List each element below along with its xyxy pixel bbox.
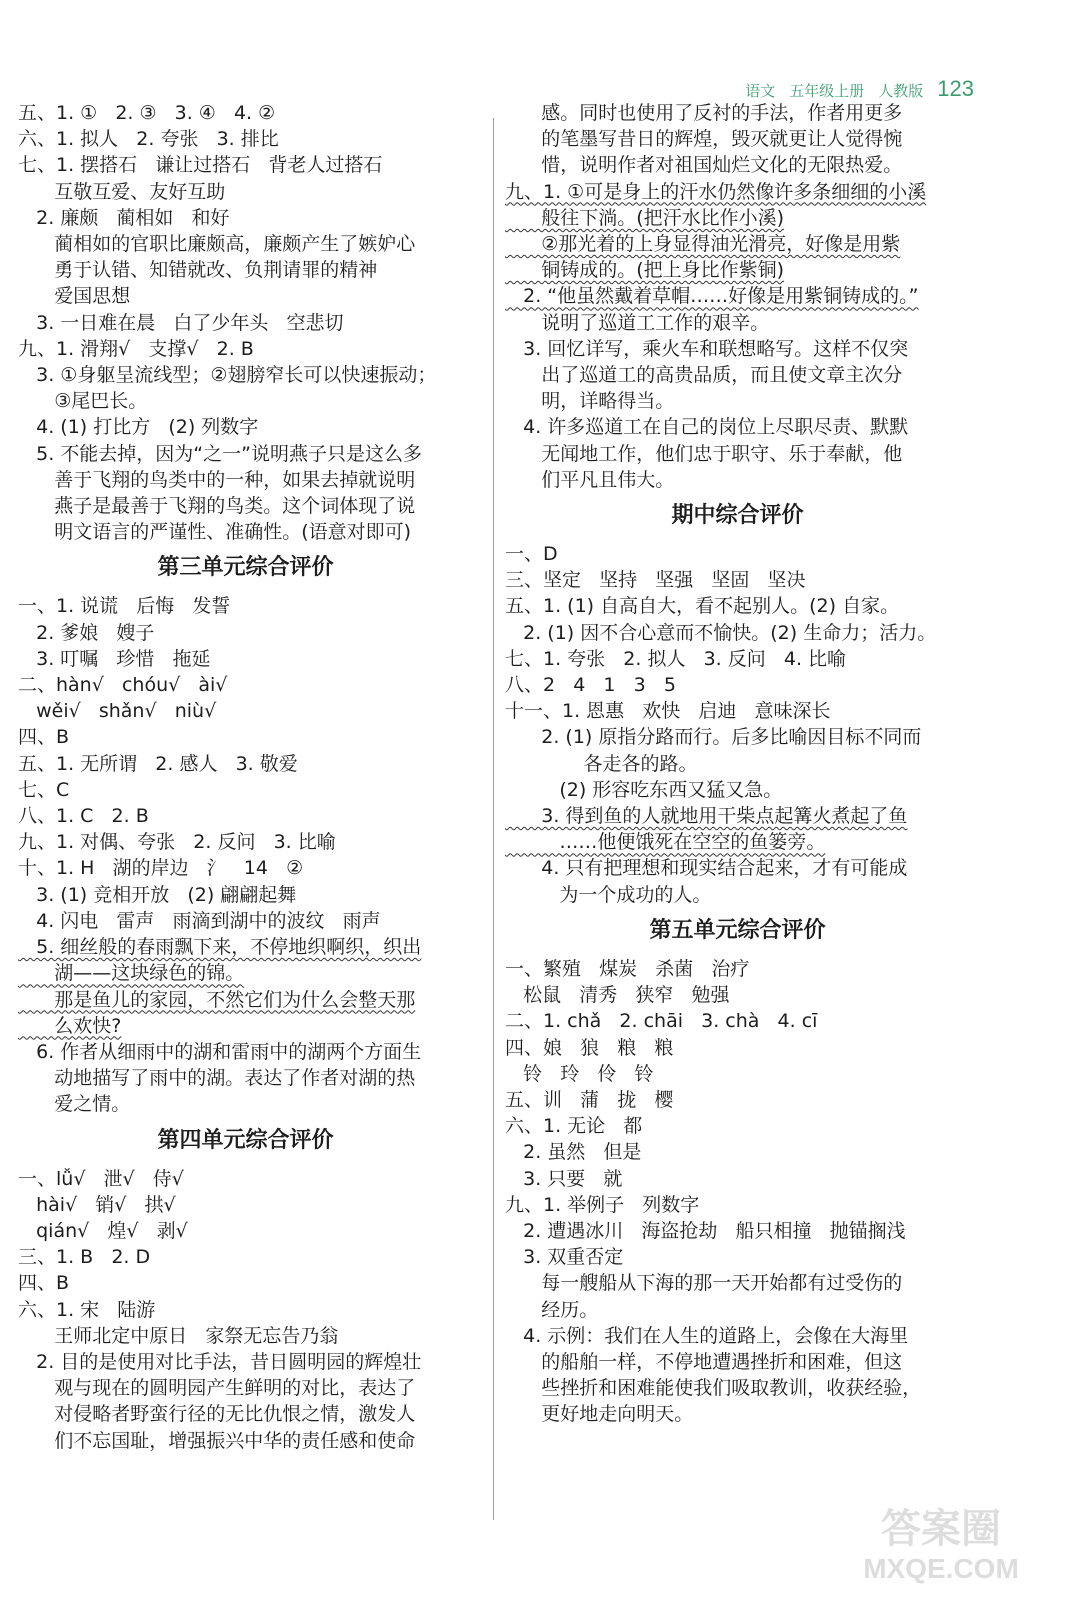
answer-text: 七、1. 夸张 2. 拟人 3. 反问 4. 比喻 <box>505 647 847 670</box>
answer-line <box>505 672 970 698</box>
answer-line <box>505 1218 970 1244</box>
answer-text: 九、1. 对偶、夸张 2. 反问 3. 比喻 <box>18 831 336 854</box>
answer-text: 那是鱼儿的家园，不然它们为什么会整天那 <box>18 988 416 1011</box>
answer-text: 3. 得到鱼的人就地用干柴点起篝火煮起了鱼 <box>505 805 908 828</box>
answer-line <box>18 100 473 126</box>
answer-text: 二、1. chǎ 2. chāi 3. chà 4. cī <box>505 1010 818 1033</box>
answer-text: (2) 形容吃东西又猛又急。 <box>505 778 783 801</box>
answer-text: 般往下淌。(把汗水比作小溪) <box>505 206 785 229</box>
answer-line <box>18 1218 473 1244</box>
answer-line <box>505 1035 970 1061</box>
answer-text: 4. 只有把理想和现实结合起来，才有可能成 <box>505 857 908 880</box>
answer-line <box>18 152 473 178</box>
section-title <box>505 918 970 944</box>
answer-line <box>18 257 473 283</box>
answer-text: 八、1. C 2. B <box>18 805 149 828</box>
answer-line <box>505 1061 970 1087</box>
answer-text: ③尾巴长。 <box>18 390 148 413</box>
answer-line <box>505 593 970 619</box>
answer-line <box>505 441 970 467</box>
answer-line <box>18 179 473 205</box>
section-title <box>18 555 473 581</box>
answer-text: 九、1. 滑翔√ 支撑√ 2. B <box>18 337 254 360</box>
answer-text: 惜，说明作者对祖国灿烂文化的无限热爱。 <box>505 154 903 177</box>
answer-line <box>18 724 473 750</box>
answer-text: ②那光着的上身显得油光滑亮，好像是用紫 <box>505 233 901 256</box>
answer-text: 六、1. 拟人 2. 夸张 3. 排比 <box>18 128 279 151</box>
answer-text: 七、1. 摆搭石 谦让过搭石 背老人过搭石 <box>18 154 383 177</box>
answer-line <box>18 593 473 619</box>
answer-line <box>18 908 473 934</box>
answer-line <box>18 882 473 908</box>
answer-text: 4. 示例：我们在人生的道路上，会像在大海里 <box>505 1324 909 1347</box>
answer-text: 5. 不能去掉，因为“之一”说明燕子只是这么多 <box>18 442 422 465</box>
answer-line <box>505 829 970 855</box>
answer-text: 2. 爹娘 嫂子 <box>18 621 155 644</box>
answer-text: 经历。 <box>505 1298 599 1321</box>
answer-line <box>18 1091 473 1117</box>
answer-text: hài√ 销√ 拱√ <box>18 1193 176 1216</box>
answer-text: 一、D <box>505 543 558 566</box>
answer-text: 铜铸成的。(把上身比作紫铜) <box>505 259 785 282</box>
answer-line <box>505 956 970 982</box>
answer-line <box>18 751 473 777</box>
answer-text: 爱国思想 <box>18 285 131 308</box>
answer-text: 2. 廉颇 蔺相如 和好 <box>18 206 230 229</box>
answer-text: 观与现在的圆明园产生鲜明的对比，表达了 <box>18 1377 416 1400</box>
answer-line <box>505 126 970 152</box>
answer-line <box>18 283 473 309</box>
answer-line <box>505 1401 970 1427</box>
answer-text: 十、1. H 湖的岸边 氵 14 ② <box>18 857 304 880</box>
answer-line <box>18 934 473 960</box>
answer-line <box>505 1008 970 1034</box>
answer-line <box>505 646 970 672</box>
answer-text: 2. (1) 因不合心意而不愉快。(2) 生命力；活力。 <box>505 621 937 644</box>
answer-text: 动地描写了雨中的湖。表达了作者对湖的热 <box>18 1067 416 1090</box>
answer-text: 松鼠 清秀 狭窄 勉强 <box>505 984 730 1007</box>
answer-text: 2. “他虽然戴着草帽……好像是用紫铜铸成的。” <box>505 285 919 308</box>
answer-text: 3. ①身躯呈流线型；②翅膀窄长可以快速振动； <box>18 364 437 387</box>
header-grade: 五年级上册 <box>789 82 865 100</box>
answer-line <box>505 777 970 803</box>
header-subject: 语文 <box>745 82 776 100</box>
answer-text: 铃 玲 伶 铃 <box>505 1062 654 1085</box>
answer-line <box>505 336 970 362</box>
answer-line <box>505 362 970 388</box>
answer-line <box>18 829 473 855</box>
section-title-text: 第四单元综合评价 <box>157 1127 334 1153</box>
answer-text: 为一个成功的人。 <box>505 883 712 906</box>
answer-line <box>505 179 970 205</box>
watermark-logo <box>846 1498 1036 1588</box>
answer-line <box>18 698 473 724</box>
answer-text: 无闻地工作，他们忠于职守、乐于奉献，他 <box>505 442 903 465</box>
answer-text: 二、hàn√ chóu√ ài√ <box>18 674 228 697</box>
answer-text: 们不忘国耻，增强振兴中华的责任感和使命 <box>18 1429 416 1452</box>
answer-line <box>505 698 970 724</box>
answer-line <box>18 388 473 414</box>
answer-line <box>505 803 970 829</box>
answer-line <box>505 567 970 593</box>
answer-text: 一、繁殖 煤炭 杀菌 治疗 <box>505 957 750 980</box>
answer-line <box>505 1375 970 1401</box>
answer-text: 2. 目的是使用对比手法，昔日圆明园的辉煌壮 <box>18 1350 422 1373</box>
answer-line <box>18 1401 473 1427</box>
answer-text: 四、B <box>18 726 70 749</box>
answer-line <box>505 231 970 257</box>
answer-line <box>505 152 970 178</box>
answer-line <box>18 1270 473 1296</box>
answer-text: 的船舶一样，不停地遭遇挫折和困难，但这 <box>505 1350 903 1373</box>
answer-text: 4. 许多巡道工在自己的岗位上尽职尽责、默默 <box>505 416 909 439</box>
answer-text: 爱之情。 <box>18 1093 131 1116</box>
answer-text: 勇于认错、知错就改、负荆请罪的精神 <box>18 259 378 282</box>
column-divider <box>493 118 494 1520</box>
answer-text: 三、坚定 坚持 坚强 坚固 坚决 <box>505 569 806 592</box>
answer-line <box>18 336 473 362</box>
answer-text: 六、1. 宋 陆游 <box>18 1298 156 1321</box>
answer-line <box>505 1139 970 1165</box>
answer-line <box>505 310 970 336</box>
answer-line <box>18 519 473 545</box>
answer-text: 七、C <box>18 778 70 801</box>
answer-text: 一、1. 说谎 后悔 发誓 <box>18 595 231 618</box>
answer-line <box>505 1297 970 1323</box>
answer-text: 四、娘 狼 粮 粮 <box>505 1036 674 1059</box>
answer-line <box>18 672 473 698</box>
right-column <box>505 100 970 1428</box>
answer-text: 五、1. (1) 自高自大，看不起别人。(2) 自家。 <box>505 595 900 618</box>
answer-text: 3. 回忆详写，乘火车和联想略写。这样不仅突 <box>505 337 909 360</box>
answer-text: 3. 一日难在晨 白了少年头 空悲切 <box>18 311 344 334</box>
answer-text: 三、1. B 2. D <box>18 1246 151 1269</box>
answer-line <box>505 100 970 126</box>
answer-line <box>505 1166 970 1192</box>
answer-line <box>505 751 970 777</box>
answer-text: 每一艘船从下海的那一天开始都有过受伤的 <box>505 1272 903 1295</box>
answer-text: 五、训 蒲 拢 樱 <box>505 1088 674 1111</box>
answer-text: wěi√ shǎn√ niù√ <box>18 700 217 723</box>
answer-line <box>18 467 473 493</box>
answer-text: 四、B <box>18 1272 70 1295</box>
answer-line <box>505 724 970 750</box>
answer-text: 3. 双重否定 <box>505 1246 624 1269</box>
answer-line <box>18 205 473 231</box>
answer-line <box>505 1192 970 1218</box>
answer-text: 十一、1. 恩惠 欢快 启迪 意味深长 <box>505 700 831 723</box>
answer-line <box>18 126 473 152</box>
answer-line <box>18 620 473 646</box>
header-edition: 人教版 <box>878 82 924 100</box>
answer-line <box>18 1013 473 1039</box>
answer-line <box>505 882 970 908</box>
answer-line <box>505 1323 970 1349</box>
answer-text: 们平凡且伟大。 <box>505 468 675 491</box>
answer-text: 么欢快? <box>18 1014 122 1037</box>
answer-text: 5. 细丝般的春雨飘下来，不停地织啊织，织出 <box>18 936 422 959</box>
answer-text: 蔺相如的官职比廉颇高，廉颇产生了嫉妒心 <box>18 233 416 256</box>
answer-text: 2. 遭遇冰川 海盗抢劫 船只相撞 抛锚搁浅 <box>505 1219 906 1242</box>
answer-text: 八、2 4 1 3 5 <box>505 674 676 697</box>
answer-line <box>18 414 473 440</box>
answer-line <box>18 987 473 1013</box>
answer-text: 九、1. ①可是身上的汗水仍然像许多条细细的小溪 <box>505 180 927 203</box>
answer-line <box>18 1192 473 1218</box>
answer-text: 九、1. 举例子 列数字 <box>505 1193 700 1216</box>
answer-text: 六、1. 无论 都 <box>505 1115 643 1138</box>
answer-line <box>505 982 970 1008</box>
answer-line <box>505 1113 970 1139</box>
answer-text: 明，详略得当。 <box>505 390 675 413</box>
answer-line <box>18 1297 473 1323</box>
answer-line <box>18 803 473 829</box>
section-title-text: 第五单元综合评价 <box>649 917 826 943</box>
answer-text: 互敬互爱、友好互助 <box>18 180 226 203</box>
answer-text: 湖——这块绿色的锦。 <box>18 962 245 985</box>
answer-text: ……他便饿死在空空的鱼篓旁。 <box>505 831 826 854</box>
answer-line <box>505 1244 970 1270</box>
page-header <box>745 76 974 102</box>
answer-line <box>18 441 473 467</box>
answer-line <box>18 1039 473 1065</box>
answer-line <box>18 1244 473 1270</box>
answer-line <box>505 283 970 309</box>
answer-line <box>18 1375 473 1401</box>
answer-line <box>18 1166 473 1192</box>
answer-text: 王师北定中原日 家祭无忘告乃翁 <box>18 1324 339 1347</box>
answer-line <box>505 1087 970 1113</box>
answer-text: 各走各的路。 <box>505 752 698 775</box>
answer-text: 感。同时也使用了反衬的手法，作者用更多 <box>505 102 903 124</box>
answer-text: 五、1. 无所谓 2. 感人 3. 敬爱 <box>18 752 298 775</box>
answer-line <box>18 1349 473 1375</box>
answer-line <box>505 855 970 881</box>
answer-text: 6. 作者从细雨中的湖和雷雨中的湖两个方面生 <box>18 1040 422 1063</box>
answer-line <box>18 777 473 803</box>
answer-text: 4. (1) 打比方 (2) 列数字 <box>18 416 259 439</box>
watermark-line2: MXQE.COM <box>863 1553 1019 1584</box>
page-number: 123 <box>937 76 974 101</box>
answer-text: 3. (1) 竞相开放 (2) 翩翩起舞 <box>18 883 297 906</box>
answer-line <box>18 362 473 388</box>
answer-line <box>505 620 970 646</box>
answer-line <box>505 541 970 567</box>
answer-line <box>18 960 473 986</box>
answer-line <box>505 257 970 283</box>
answer-text: 2. 虽然 但是 <box>505 1141 642 1164</box>
answer-text: 明文语言的严谨性、准确性。(语意对即可) <box>18 521 412 544</box>
answer-text: 一、lǚ√ 泄√ 侍√ <box>18 1167 184 1190</box>
answer-line <box>18 1323 473 1349</box>
answer-line <box>505 414 970 440</box>
watermark-line1: 答案圈 <box>881 1506 1001 1552</box>
answer-text: qián√ 煌√ 剥√ <box>18 1219 188 1242</box>
section-title <box>18 1128 473 1154</box>
answer-line <box>505 388 970 414</box>
answer-text: 些挫折和困难能使我们吸取教训，收获经验， <box>505 1377 922 1400</box>
answer-text: 燕子是最善于飞翔的鸟类。这个词体现了说 <box>18 495 416 518</box>
answer-text: 3. 只要 就 <box>505 1167 623 1190</box>
answer-line <box>18 646 473 672</box>
section-title <box>505 503 970 529</box>
answer-line <box>505 1349 970 1375</box>
answer-text: 善于飞翔的鸟类中的一种，如果去掉就说明 <box>18 468 416 491</box>
answer-line <box>18 310 473 336</box>
section-title-text: 第三单元综合评价 <box>157 555 334 581</box>
answer-text: 出了巡道工的高贵品质，而且使文章主次分 <box>505 364 903 387</box>
left-column <box>18 100 473 1454</box>
answer-line <box>18 1065 473 1091</box>
answer-line <box>18 855 473 881</box>
answer-text: 的笔墨写昔日的辉煌，毁灭就更让人觉得惋 <box>505 128 903 151</box>
answer-line <box>18 1428 473 1454</box>
answer-text: 2. (1) 原指分路而行。后多比喻因目标不同而 <box>505 726 922 749</box>
section-title-text: 期中综合评价 <box>671 503 804 529</box>
answer-line <box>18 493 473 519</box>
answer-text: 五、1. ① 2. ③ 3. ④ 4. ② <box>18 102 276 124</box>
answer-text: 说明了巡道工工作的艰辛。 <box>505 311 770 334</box>
answer-text: 4. 闪电 雷声 雨滴到湖中的波纹 雨声 <box>18 909 381 932</box>
answer-line <box>505 205 970 231</box>
answer-line <box>505 1270 970 1296</box>
answer-line <box>18 231 473 257</box>
answer-text: 3. 叮嘱 珍惜 拖延 <box>18 647 211 670</box>
answer-text: 更好地走向明天。 <box>505 1403 694 1426</box>
answer-text: 对侵略者野蛮行径的无比仇恨之情，激发人 <box>18 1403 416 1426</box>
answer-line <box>505 467 970 493</box>
